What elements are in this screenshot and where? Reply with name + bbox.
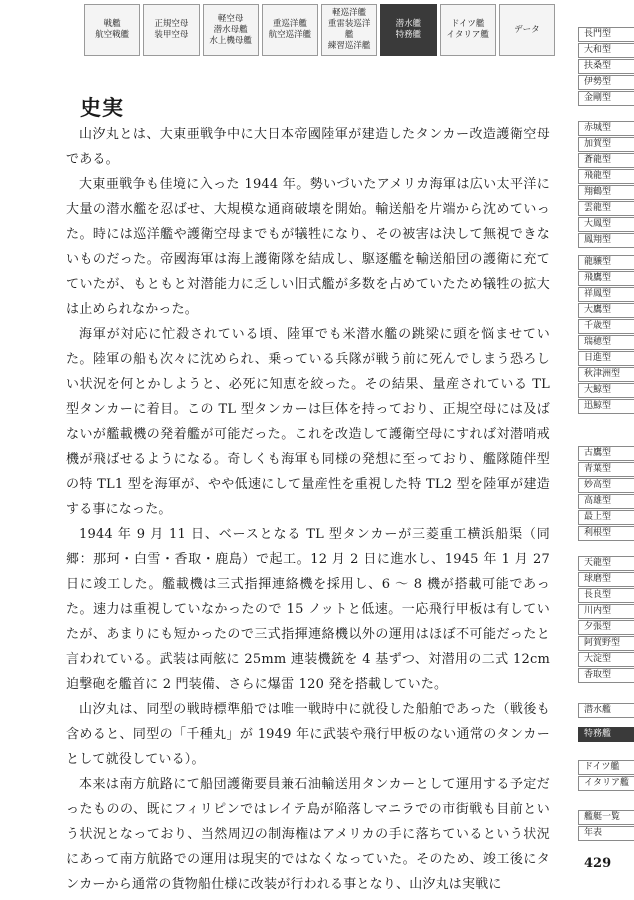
index-item[interactable]: 金剛型 (578, 91, 634, 106)
paragraph: 本来は南方航路にて船団護衛要員兼石油輸送用タンカーとして運用する予定だったものの、既にフィリピンではレイテ島が陥落しマニラでの市街戦も目前という状況となっており、当然周辺の制海権はアメリカの手に落ちているという状況にあって南方航路での運用は現実的ではなくなっていた。そのため、竣工後にタンカーから通常の貨物船仕様に改装が行われる事となり、山汐丸は実戦に (66, 777, 550, 892)
index-item[interactable]: 大淀型 (578, 652, 634, 667)
index-item[interactable]: 長門型 (578, 27, 634, 42)
index-item[interactable]: 大鯨型 (578, 383, 634, 398)
index-item[interactable]: 年表 (578, 826, 634, 841)
article-body (66, 122, 550, 897)
tab-5[interactable] (380, 4, 436, 56)
index-item[interactable]: ドイツ艦 (578, 760, 634, 775)
tab-label: 正規空母 装甲空母 (154, 19, 189, 40)
index-item[interactable]: 高雄型 (578, 494, 634, 509)
paragraph: 海軍が対応に忙殺されている頃、陸軍でも米潜水艦の跳梁に頭を悩ませていた。陸軍の船も次々に沈められ、乗っている兵隊が戦う前に死んでしまう恐ろしい状況を何とかしようと、必死に知恵を絞った。その結果、量産されている TL 型タンカーに着目。この TL 型タンカーは巨体を持っており、正規空母には及ばないが艦載機の発着艦が可能だった。これを改造して護衛空母にすれば対潜哨戒機が飛ばせるようになる。奇しくも海軍も同様の発想に至っており、艦隊随伴型の特 TL1 型を海軍が、やや低速にして量産性を重視した特 TL2 型を陸軍が建造する事になった。 (66, 327, 550, 517)
tab-3[interactable] (262, 4, 318, 56)
index-item[interactable]: 雲龍型 (578, 201, 634, 216)
tab-label: データ (514, 24, 540, 35)
tab-label: ドイツ艦 イタリア艦 (446, 19, 489, 40)
index-item[interactable]: 翔鶴型 (578, 185, 634, 200)
tab-label: 潜水艦 特務艦 (395, 19, 422, 40)
tab-1[interactable] (143, 4, 199, 56)
index-item[interactable]: 加賀型 (578, 137, 634, 152)
tab-label: 戦艦 航空戦艦 (95, 19, 130, 40)
index-item[interactable]: 日進型 (578, 351, 634, 366)
index-item[interactable]: 迅鯨型 (578, 399, 634, 414)
tab-4[interactable] (321, 4, 377, 56)
index-item[interactable]: 飛鷹型 (578, 271, 634, 286)
index-item[interactable]: 大鷹型 (578, 303, 634, 318)
index-item[interactable]: 鳳翔型 (578, 233, 634, 248)
index-item[interactable]: イタリア艦 (578, 776, 634, 791)
tab-label: 重巡洋艦 航空巡洋艦 (268, 19, 312, 40)
index-item[interactable]: 大鳳型 (578, 217, 634, 232)
index-item[interactable]: 妙高型 (578, 478, 634, 493)
section-title: 史実 (80, 96, 124, 120)
index-item[interactable]: 青葉型 (578, 462, 634, 477)
index-item[interactable]: 長良型 (578, 588, 634, 603)
index-item[interactable]: 球磨型 (578, 572, 634, 587)
index-item[interactable]: 千歳型 (578, 319, 634, 334)
index-item[interactable]: 扶桑型 (578, 59, 634, 74)
index-item[interactable]: 祥鳳型 (578, 287, 634, 302)
index-item[interactable]: 夕張型 (578, 620, 634, 635)
index-item[interactable]: 艦艇一覧 (578, 810, 634, 825)
index-item[interactable]: 秋津洲型 (578, 367, 634, 382)
paragraph: 1944 年 9 月 11 日、ベースとなる TL 型タンカーが三菱重工横浜船渠（同郷：那珂・白雪・香取・鹿島）で起工。12 月 2 日に進水し、1945 年 1 月 27 日に竣工した。艦載機は三式指揮連絡機を採用し、6 ～ 8 機が搭載可能であった。速力は重視していなかったので 15 ノットと低速。一応飛行甲板は有していたが、あまりにも短かったので三式指揮連絡機以外の運用はほぼ不可能だったと言われている。武装は両舷に 25mm 連装機銃を 4 基ずつ、対潜用の二式 12cm 迫撃砲を艦首に 2 門装備、さらに爆雷 120 発を搭載していた。 (66, 527, 550, 692)
index-item[interactable]: 大和型 (578, 43, 634, 58)
index-item[interactable]: 阿賀野型 (578, 636, 634, 651)
tab-2[interactable] (203, 4, 259, 56)
paragraph: 山汐丸は、同型の戦時標準船では唯一戦時中に就役した船舶であった（戦後も含めると、同型の「千種丸」が 1949 年に武装や飛行甲板のない通常のタンカーとして就役している）。 (66, 702, 550, 767)
index-item[interactable]: 赤城型 (578, 121, 634, 136)
index-item[interactable]: 利根型 (578, 526, 634, 541)
index-item[interactable]: 伊勢型 (578, 75, 634, 90)
index-item[interactable]: 古鷹型 (578, 446, 634, 461)
tab-6[interactable] (440, 4, 496, 56)
index-item[interactable]: 瑞穂型 (578, 335, 634, 350)
paragraph: 大東亜戦争も佳境に入った 1944 年。勢いづいたアメリカ海軍は広い太平洋に大量の潜水艦を忍ばせ、大規模な通商破壊を開始。輸送船を片端から沈めていった。時には巡洋艦や護衛空母までもが犠牲になり、その被害は決して無視できないものだった。帝國海軍は海上護衛隊を結成し、駆逐艦を輸送船団の護衛に充てていたが、もともと対潜能力に乏しい旧式艦が多数を占めていたため犠牲の拡大は止められなかった。 (66, 177, 550, 317)
category-tabs (84, 4, 558, 56)
index-item[interactable]: 飛龍型 (578, 169, 634, 184)
paragraph: 山汐丸とは、大東亜戦争中に大日本帝國陸軍が建造したタンカー改造護衛空母である。 (66, 127, 550, 167)
index-item[interactable]: 天龍型 (578, 556, 634, 571)
index-item[interactable]: 特務艦 (578, 727, 634, 742)
index-item[interactable]: 香取型 (578, 668, 634, 683)
index-item[interactable]: 潜水艦 (578, 703, 634, 718)
tab-0[interactable] (84, 4, 140, 56)
tab-label: 軽巡洋艦 重雷装巡洋艦 練習巡洋艦 (327, 8, 371, 51)
tab-label: 軽空母 潜水母艦 水上機母艦 (209, 13, 252, 46)
index-item[interactable]: 龍驤型 (578, 255, 634, 270)
index-item[interactable]: 蒼龍型 (578, 153, 634, 168)
index-item[interactable]: 最上型 (578, 510, 634, 525)
index-item[interactable]: 川内型 (578, 604, 634, 619)
tab-7[interactable] (499, 4, 555, 56)
page-number: 429 (584, 856, 612, 871)
